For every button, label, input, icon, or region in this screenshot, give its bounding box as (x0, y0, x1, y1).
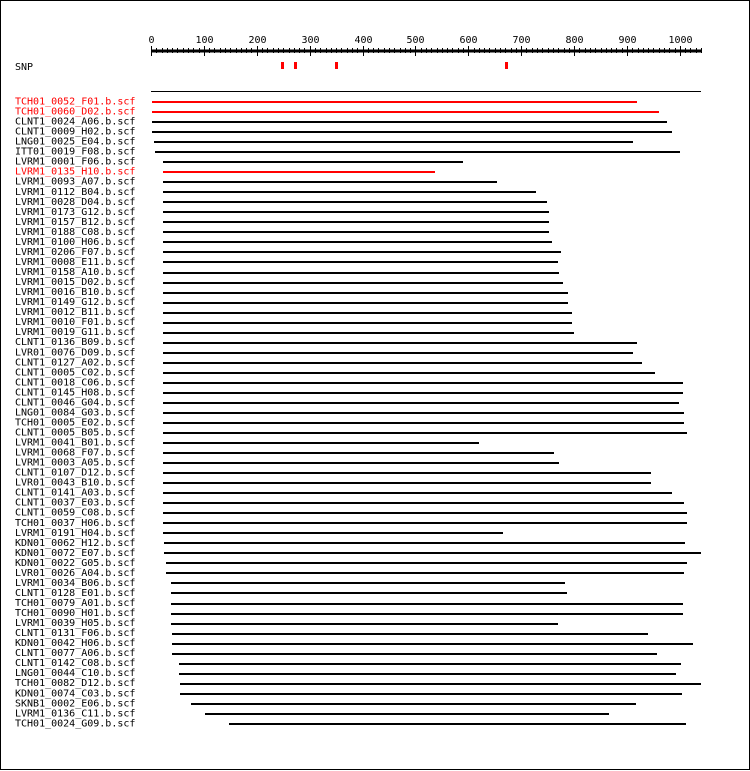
read-bar (163, 332, 574, 334)
ruler-tick-label: 1000 (668, 35, 693, 46)
read-bar (163, 472, 651, 474)
ruler-tick-label: 500 (406, 35, 425, 46)
read-bar (163, 211, 549, 213)
read-name[interactable]: KDN01_0062_H12.b.scf (15, 537, 136, 549)
ruler-tick-label: 300 (301, 35, 320, 46)
read-bar (163, 372, 655, 374)
read-bar (163, 532, 503, 534)
read-bar (163, 462, 559, 464)
read-alignment-diagram (1, 1, 750, 771)
read-bar (171, 592, 567, 594)
read-bar (163, 292, 568, 294)
read-name[interactable]: CLNT1_0131_F06.b.scf (15, 628, 136, 640)
read-name[interactable]: LVRM1_0010_F01.b.scf (15, 317, 136, 329)
read-name[interactable]: LVRM1_0028_D04.b.scf (15, 196, 136, 208)
read-name[interactable]: CLNT1_0059_C08.b.scf (15, 507, 136, 519)
read-bar (163, 422, 684, 424)
read-name[interactable]: LVRM1_0039_H05.b.scf (15, 618, 136, 630)
read-name[interactable]: SKNB1_0002_E06.b.scf (15, 698, 136, 710)
read-bar (180, 683, 701, 685)
read-name[interactable]: CLNT1_0046_G04.b.scf (15, 397, 136, 409)
read-name[interactable]: CLNT1_0128_E01.b.scf (15, 587, 136, 599)
read-name[interactable]: CLNT1_0005_C02.b.scf (15, 367, 136, 379)
read-bar (172, 643, 693, 645)
read-name[interactable]: ITT01_0019_F08.b.scf (15, 146, 136, 158)
read-name[interactable]: LVR01_0026_A04.b.scf (15, 567, 136, 579)
read-name[interactable]: CLNT1_0107_D12.b.scf (15, 467, 136, 479)
read-name[interactable]: LVRM1_0100_H06.b.scf (15, 236, 136, 248)
read-bar (229, 723, 686, 725)
read-bar (163, 261, 558, 263)
read-name[interactable]: LVRM1_0173_G12.b.scf (15, 206, 136, 218)
snp-marker (281, 62, 284, 69)
ruler-tick-label: 800 (565, 35, 584, 46)
read-bar (163, 241, 552, 243)
ruler-tick-label: 100 (195, 35, 214, 46)
read-name[interactable]: TCH01_0060_D02.b.scf (15, 106, 136, 118)
read-list (15, 97, 701, 730)
read-bar (180, 693, 682, 695)
read-name[interactable]: LVRM1_0093_A07.b.scf (15, 176, 136, 188)
snp-marker (294, 62, 297, 69)
read-bar (163, 502, 684, 504)
read-name[interactable]: CLNT1_0024_A06.b.scf (15, 116, 136, 128)
read-name[interactable]: LNG01_0084_G03.b.scf (15, 407, 136, 419)
read-bar (154, 141, 633, 143)
read-name[interactable]: KDN01_0022_G05.b.scf (15, 557, 136, 569)
read-bar (163, 251, 561, 253)
read-bar (163, 382, 683, 384)
read-name[interactable]: CLNT1_0077_A06.b.scf (15, 648, 136, 660)
read-name[interactable]: LVRM1_0158_A10.b.scf (15, 267, 136, 279)
read-name[interactable]: CLNT1_0037_E03.b.scf (15, 497, 136, 509)
read-bar (164, 542, 685, 544)
read-bar (172, 653, 657, 655)
read-name[interactable]: LVRM1_0136_C11.b.scf (15, 708, 136, 720)
read-name[interactable]: LVRM1_0034_B06.b.scf (15, 577, 136, 589)
read-name[interactable]: LVRM1_0001_F06.b.scf (15, 156, 136, 168)
read-bar (163, 161, 463, 163)
position-ruler (148, 35, 701, 56)
read-name[interactable]: CLNT1_0005_B05.b.scf (15, 427, 136, 439)
read-bar (163, 512, 687, 514)
read-bar (152, 121, 667, 123)
read-name[interactable]: TCH01_0079_A01.b.scf (15, 598, 136, 609)
read-bar (163, 352, 633, 354)
read-bar (163, 442, 479, 444)
read-name[interactable]: TCH01_0090_H01.b.scf (15, 608, 136, 620)
read-name[interactable]: CLNT1_0141_A03.b.scf (15, 487, 136, 499)
snp-track (281, 62, 508, 69)
read-name[interactable]: LVRM1_0188_C08.b.scf (15, 226, 136, 238)
read-bar (163, 362, 642, 364)
read-name[interactable]: CLNT1_0136_B09.b.scf (15, 337, 136, 349)
read-name[interactable]: TCH01_0082_D12.b.scf (15, 678, 136, 690)
read-bar (163, 221, 549, 223)
read-bar (163, 231, 549, 233)
read-bar (163, 191, 536, 193)
read-bar (163, 452, 554, 454)
read-name[interactable]: LVRM1_0112_B04.b.scf (15, 186, 136, 198)
read-bar (152, 131, 672, 133)
read-bar (163, 201, 547, 203)
read-name[interactable]: TCH01_0052_F01.b.scf (15, 96, 136, 108)
read-bar (171, 613, 683, 615)
ruler-tick-label: 700 (512, 35, 531, 46)
ruler-tick-label: 200 (248, 35, 267, 46)
read-bar (163, 412, 684, 414)
read-name[interactable]: LVRM1_0206_F07.b.scf (15, 246, 136, 258)
read-row (15, 718, 686, 729)
read-bar (171, 623, 558, 625)
read-bar (163, 282, 563, 284)
read-bar (163, 342, 637, 344)
snp-marker (335, 62, 338, 69)
read-bar (152, 101, 637, 103)
read-bar (205, 713, 609, 715)
read-bar (163, 392, 683, 394)
read-name[interactable]: TCH01_0037_H06.b.scf (15, 517, 136, 529)
read-bar (163, 272, 559, 274)
read-name[interactable]: LVRM1_0157_B12.b.scf (15, 216, 136, 228)
read-name[interactable]: LVRM1_0068_F07.b.scf (15, 447, 136, 459)
read-name[interactable]: LVRM1_0003_A05.b.scf (15, 457, 136, 469)
read-bar (191, 703, 636, 705)
read-bar (163, 181, 497, 183)
read-bar (163, 322, 572, 324)
read-bar (163, 522, 687, 524)
read-name[interactable]: LVRM1_0149_G12.b.scf (15, 297, 136, 309)
read-name[interactable]: KDN01_0074_C03.b.scf (15, 688, 136, 700)
read-bar (163, 302, 568, 304)
read-bar (163, 482, 651, 484)
ruler-tick-label: 600 (459, 35, 478, 46)
read-name[interactable]: TCH01_0005_E02.b.scf (15, 417, 136, 429)
read-name[interactable]: KDN01_0042_H06.b.scf (15, 638, 136, 650)
read-name[interactable]: TCH01_0024_G09.b.scf (15, 718, 136, 730)
read-name[interactable]: KDN01_0072_E07.b.scf (15, 547, 136, 559)
read-name[interactable]: CLNT1_0142_C08.b.scf (15, 658, 136, 670)
read-name[interactable]: LVR01_0043_B10.b.scf (15, 477, 136, 489)
read-bar (179, 673, 676, 675)
read-name[interactable]: LVRM1_0012_B11.b.scf (15, 307, 136, 319)
read-name[interactable]: CLNT1_0009_H02.b.scf (15, 126, 136, 138)
read-bar (166, 562, 687, 564)
read-name[interactable]: LVRM1_0019_G11.b.scf (15, 327, 136, 339)
read-bar (164, 552, 701, 554)
read-bar (172, 633, 648, 635)
read-name[interactable]: CLNT1_0018_C06.b.scf (15, 377, 136, 389)
read-name[interactable]: LVRM1_0015_D02.b.scf (15, 277, 136, 289)
ruler-tick-label: 400 (354, 35, 373, 46)
read-bar (163, 312, 572, 314)
read-bar (171, 582, 565, 584)
read-name[interactable]: LNG01_0044_C10.b.scf (15, 668, 136, 680)
read-bar (179, 663, 681, 665)
read-bar (163, 402, 679, 404)
read-name[interactable]: LVR01_0076_D09.b.scf (15, 347, 136, 359)
read-bar (152, 111, 659, 113)
read-name[interactable]: LNG01_0025_E04.b.scf (15, 136, 136, 148)
snp-marker (505, 62, 508, 69)
ruler-tick-label: 0 (148, 35, 155, 46)
read-bar (163, 492, 672, 494)
read-name[interactable]: LVRM1_0191_H04.b.scf (15, 527, 136, 539)
read-bar (166, 572, 684, 574)
ruler-tick-label: 900 (618, 35, 637, 46)
read-name[interactable]: LVRM1_0016_B10.b.scf (15, 287, 136, 299)
read-name[interactable]: LVRM1_0041_B01.b.scf (15, 437, 136, 449)
snp-track-label: SNP (15, 62, 34, 73)
read-bar (171, 603, 683, 605)
read-name[interactable]: LVRM1_0008_E11.b.scf (15, 256, 136, 268)
read-bar (155, 151, 680, 153)
read-bar (163, 171, 435, 173)
read-name[interactable]: CLNT1_0127_A02.b.scf (15, 357, 136, 369)
read-bar (163, 432, 687, 434)
read-name[interactable]: CLNT1_0145_H08.b.scf (15, 387, 136, 399)
read-name[interactable]: LVRM1_0135_H10.b.scf (15, 166, 136, 178)
